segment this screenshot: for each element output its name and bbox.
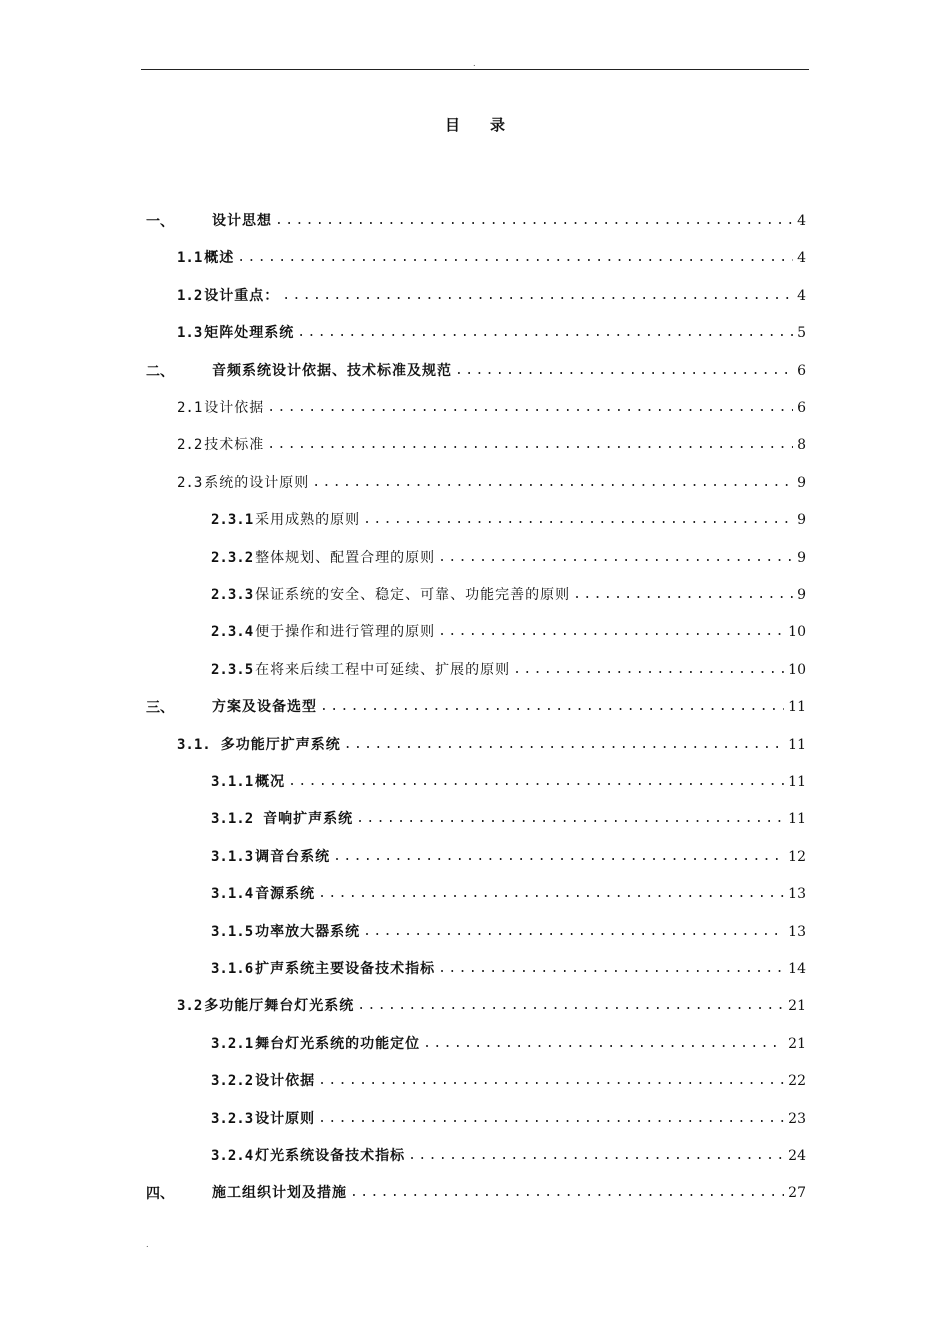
toc-dot-leader <box>344 736 784 754</box>
toc-dot-leader <box>438 623 784 641</box>
toc-entry-number: 3.2 <box>177 998 203 1014</box>
toc-page-number: 9 <box>797 512 806 528</box>
toc-dot-leader <box>438 549 793 567</box>
toc-entry[interactable] <box>211 1068 806 1090</box>
toc-page-number: 11 <box>788 699 806 715</box>
toc-page-number: 24 <box>788 1148 806 1164</box>
toc-dot-leader <box>438 960 784 978</box>
toc-page-number: 4 <box>797 213 806 229</box>
toc-entry-number: 3.2.3 <box>211 1111 254 1127</box>
toc-entry-title: 设计依据 <box>204 400 265 416</box>
toc-entry[interactable] <box>177 732 806 754</box>
toc-chapter-number: 三、 <box>146 700 174 716</box>
toc-page-number: 6 <box>797 400 806 416</box>
toc-entry[interactable] <box>177 245 806 267</box>
toc-entry[interactable] <box>212 694 806 716</box>
toc-page-number: 21 <box>788 1036 806 1052</box>
toc-entry-number: 3.1.6 <box>211 961 254 977</box>
toc-entry-number: 3.1.5 <box>211 924 254 940</box>
toc-page-number: 11 <box>788 737 806 753</box>
toc-entry-title: 音响扩声系统 <box>263 811 354 827</box>
toc-dot-leader <box>267 436 793 454</box>
toc-dot-leader <box>282 287 793 305</box>
toc-dot-leader <box>297 324 793 342</box>
toc-page-number: 11 <box>788 811 806 827</box>
toc-dot-leader <box>333 848 784 866</box>
toc-page-number: 23 <box>788 1111 806 1127</box>
toc-dot-leader <box>288 773 784 791</box>
toc-entry-number: 2.3.2 <box>211 550 254 566</box>
toc-entry[interactable] <box>212 1180 806 1202</box>
toc-entry[interactable] <box>211 881 806 903</box>
toc-entry-number: 3.1. <box>177 737 211 753</box>
toc-entry-number: 3.1.4 <box>211 886 254 902</box>
toc-entry-title: 设计思想 <box>212 213 272 229</box>
toc-entry-title: 方案及设备选型 <box>212 699 317 715</box>
toc-entry-title: 矩阵处理系统 <box>204 325 295 341</box>
toc-entry-title: 施工组织计划及措施 <box>212 1185 347 1201</box>
toc-dot-leader <box>320 698 784 716</box>
toc-page-number: 8 <box>797 437 806 453</box>
toc-page-number: 9 <box>797 587 806 603</box>
toc-entry-title: 设计依据 <box>255 1073 316 1089</box>
toc-page-number: 22 <box>788 1073 806 1089</box>
toc-entry[interactable] <box>211 806 806 828</box>
toc-dot-leader <box>312 474 793 492</box>
toc-page-number: 6 <box>797 363 806 379</box>
toc-entry[interactable] <box>177 283 806 305</box>
toc-entry[interactable] <box>177 320 806 342</box>
toc-entry[interactable] <box>212 358 806 380</box>
toc-entry-title: 功率放大器系统 <box>255 924 361 940</box>
toc-page-number: 14 <box>788 961 806 977</box>
toc-entry[interactable] <box>177 395 806 417</box>
toc-chapter-number: 一、 <box>146 214 174 230</box>
toc-page-number: 21 <box>788 998 806 1014</box>
toc-page-number: 4 <box>797 288 806 304</box>
toc-entry-title: 音源系统 <box>255 886 316 902</box>
toc-entry-number: 2.3.1 <box>211 512 254 528</box>
toc-entry-title: 整体规划、配置合理的原则 <box>255 550 436 566</box>
toc-entry[interactable] <box>177 432 806 454</box>
toc-dot-leader <box>363 923 784 941</box>
toc-entry-title: 概况 <box>255 774 286 790</box>
toc-page-number: 4 <box>797 250 806 266</box>
toc-dot-leader <box>267 399 793 417</box>
toc-entry-number: 3.2.1 <box>211 1036 254 1052</box>
toc-entry[interactable] <box>211 657 806 679</box>
toc-entry-number: 2.3.5 <box>211 662 254 678</box>
toc-entry-title: 音频系统设计依据、技术标准及规范 <box>212 363 452 379</box>
toc-entry-title: 设计重点： <box>204 288 280 304</box>
toc-entry-title: 调音台系统 <box>255 849 331 865</box>
toc-dot-leader <box>350 1184 784 1202</box>
toc-entry-title: 灯光系统设备技术指标 <box>255 1148 406 1164</box>
toc-page-number: 11 <box>788 774 806 790</box>
toc-entry[interactable] <box>211 769 806 791</box>
toc-entry-title: 舞台灯光系统的功能定位 <box>255 1036 421 1052</box>
toc-page-number: 10 <box>788 662 806 678</box>
toc-page-number: 13 <box>788 924 806 940</box>
toc-dot-leader <box>408 1147 784 1165</box>
toc-entry-title: 技术标准 <box>204 437 265 453</box>
toc-entry-number: 1.3 <box>177 325 203 341</box>
toc-entry[interactable] <box>177 993 806 1015</box>
toc-entry-number: 3.1.1 <box>211 774 254 790</box>
toc-entry-number: 3.1.2 <box>211 811 254 827</box>
header-mark: . <box>473 59 476 68</box>
page-title: 目录 <box>444 116 535 134</box>
toc-dot-leader <box>237 249 793 267</box>
toc-entry-number: 3.1.3 <box>211 849 254 865</box>
toc-page-number: 9 <box>797 550 806 566</box>
toc-entry-number: 3.2.4 <box>211 1148 254 1164</box>
toc-dot-leader <box>423 1035 784 1053</box>
toc-dot-leader <box>318 1110 784 1128</box>
toc-entry-title: 扩声系统主要设备技术指标 <box>255 961 436 977</box>
toc-dot-leader <box>318 1072 784 1090</box>
toc-entry-title: 保证系统的安全、稳定、可靠、功能完善的原则 <box>255 587 571 603</box>
toc-dot-leader <box>275 212 793 230</box>
toc-entry[interactable] <box>211 1031 806 1053</box>
toc-dot-leader <box>363 511 793 529</box>
toc-entry[interactable] <box>211 545 806 567</box>
footer-mark: . <box>146 1240 149 1249</box>
toc-dot-leader <box>455 362 793 380</box>
toc-entry-number: 1.1 <box>177 250 203 266</box>
toc-entry-title: 在将来后续工程中可延续、扩展的原则 <box>255 662 511 678</box>
toc-entry-title: 概述 <box>204 250 235 266</box>
toc-entry-number: 3.2.2 <box>211 1073 254 1089</box>
toc-page-number: 13 <box>788 886 806 902</box>
toc-dot-leader <box>573 586 793 604</box>
toc-entry-number: 2.3 <box>177 475 203 491</box>
toc-dot-leader <box>356 810 784 828</box>
toc-entry-title: 便于操作和进行管理的原则 <box>255 624 436 640</box>
toc-entry-number: 1.2 <box>177 288 203 304</box>
toc-dot-leader <box>513 661 784 679</box>
toc-entry[interactable] <box>211 956 806 978</box>
toc-page-number: 5 <box>797 325 806 341</box>
toc-entry[interactable] <box>211 1143 806 1165</box>
toc-entry-title: 设计原则 <box>255 1111 316 1127</box>
toc-entry-number: 2.3.3 <box>211 587 254 603</box>
toc-chapter-number: 四、 <box>146 1186 174 1202</box>
header-rule <box>141 69 809 70</box>
toc-dot-leader <box>318 885 784 903</box>
toc-page-number: 12 <box>788 849 806 865</box>
toc-entry-number: 2.1 <box>177 400 203 416</box>
toc-entry-number: 2.3.4 <box>211 624 254 640</box>
toc-dot-leader <box>357 997 784 1015</box>
toc-entry-number: 2.2 <box>177 437 203 453</box>
toc-entry[interactable] <box>211 582 806 604</box>
toc-entry[interactable] <box>212 208 806 230</box>
toc-entry-title: 多功能厅舞台灯光系统 <box>204 998 355 1014</box>
toc-entry[interactable] <box>177 470 806 492</box>
toc-entry[interactable] <box>211 1106 806 1128</box>
toc-chapter-number: 二、 <box>146 364 174 380</box>
toc-entry[interactable] <box>211 844 806 866</box>
toc-entry-title: 采用成熟的原则 <box>255 512 361 528</box>
toc-entry[interactable] <box>211 919 806 941</box>
toc-entry-title: 系统的设计原则 <box>204 475 310 491</box>
toc-page-number: 10 <box>788 624 806 640</box>
toc-page-number: 27 <box>788 1185 806 1201</box>
toc-entry-title: 多功能厅扩声系统 <box>220 737 341 753</box>
toc-entry[interactable] <box>211 507 806 529</box>
toc-entry[interactable] <box>211 619 806 641</box>
toc-page-number: 9 <box>797 475 806 491</box>
